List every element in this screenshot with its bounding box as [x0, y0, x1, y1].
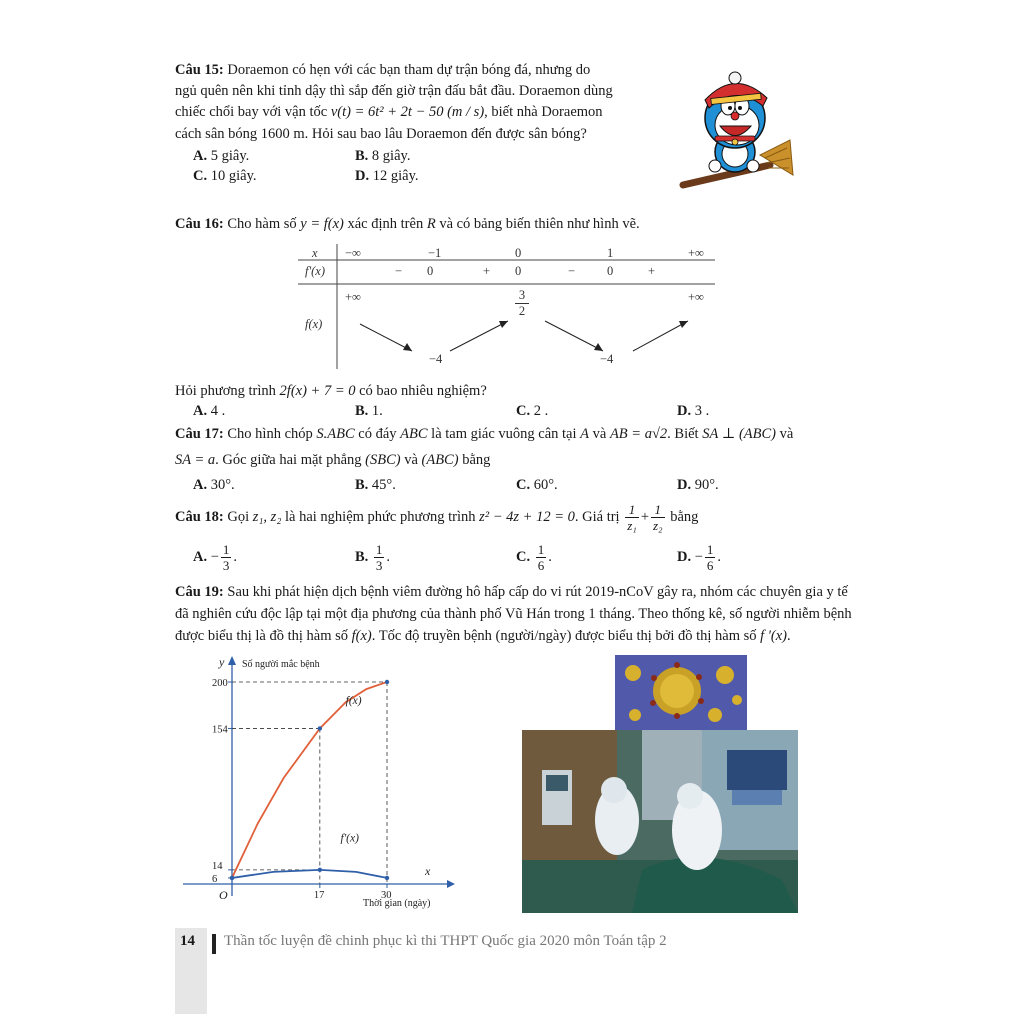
- q15-option-c: C. 10 giây.: [193, 168, 257, 184]
- q18-frac-1: $\frac{1}{\text{z₁}}$: [627, 502, 637, 534]
- q17-line-1: Câu 17: Cho hình chóp S.ABC có đáy ABC là tam giác vuông cân tại A và AB = a√2. Biết SA ⊥ (ABC) và: [175, 426, 794, 442]
- table-fp-zero-3: 0: [607, 264, 614, 278]
- table-f-label: f(x): [305, 317, 323, 331]
- table-f-top-right: +∞: [688, 290, 704, 304]
- point-fp-17: [318, 868, 322, 872]
- table-f-min-right: −4: [600, 352, 614, 366]
- q18-option-a: A. − $\frac{1}{3}$ .: [193, 542, 238, 574]
- footer-title: Thần tốc luyện đề chinh phục kì thi THPT Quốc gia 2020 môn Toán tập 2: [224, 933, 667, 949]
- q16-option-b: B. 1.: [355, 403, 383, 419]
- q19-line-1: Câu 19: Sau khi phát hiện dịch bệnh viêm đường hô hấp cấp do vi rút 2019-nCoV gây ra, nhóm các chuyên gia y tế: [175, 584, 848, 600]
- table-x-one: 1: [607, 246, 614, 260]
- x-axis-arrow: [447, 880, 455, 888]
- q18-option-b: B. $\frac{1}{3}$ .: [355, 542, 391, 574]
- table-fp-zero-1: 0: [427, 264, 434, 278]
- x-axis-label: Thời gian (ngày): [363, 898, 431, 909]
- infection-chart: [175, 648, 465, 918]
- table-fp-sign-3: −: [568, 264, 576, 278]
- q18-option-d: D. − $\frac{1}{6}$ .: [677, 542, 722, 574]
- q16-option-a: A. 4 .: [193, 403, 226, 419]
- point-f-17: [318, 726, 322, 730]
- table-x-minus-one: −1: [428, 246, 442, 260]
- table-fp-sign-1: −: [395, 264, 403, 278]
- q16-line-1: Câu 16: Cho hàm số y = f(x) xác định trên R và có bảng biến thiên như hình vẽ.: [175, 216, 640, 232]
- origin-label: O: [219, 888, 228, 902]
- x-axis-name: x: [425, 864, 431, 878]
- page-number: 14: [180, 933, 195, 949]
- q17-line-2: SA = a. Góc giữa hai mặt phẳng (SBC) và (ABC) bằng: [175, 452, 491, 468]
- doraemon-illustration: [675, 70, 800, 195]
- q17-label: Câu 17:: [175, 426, 224, 442]
- y-axis-arrow: [228, 656, 236, 665]
- series-line-fprime: [232, 870, 387, 878]
- q15-line-4: cách sân bóng 1600 m. Hỏi sau bao lâu Doraemon đến được sân bóng?: [175, 126, 587, 142]
- q15-line-3: chiếc chổi bay với vận tốc v(t) = 6t² + 2t − 50 (m / s), biết nhà Doraemon: [175, 104, 603, 120]
- table-x-neg-inf: −∞: [345, 246, 361, 260]
- q17-option-b: B. 45°.: [355, 477, 396, 493]
- series-line-f: [232, 682, 387, 878]
- table-fp-sign-2: +: [483, 264, 491, 278]
- q19-line-3: được biểu thị là đồ thị hàm số f(x). Tốc độ truyền bệnh (người/ngày) được biểu thị bởi đồ thị hàm số f '(x).: [175, 628, 791, 644]
- y-axis-label: Số người mắc bệnh: [242, 659, 320, 670]
- hospital-image: [522, 730, 798, 913]
- virus-image: [615, 655, 747, 730]
- variation-table: [290, 244, 720, 374]
- q16-label: Câu 16:: [175, 216, 224, 232]
- footer-divider: [212, 934, 216, 954]
- y-tick-label-154: 154: [212, 724, 228, 736]
- q16-option-c: C. 2 .: [516, 403, 549, 419]
- q18-frac-2: $\frac{1}{\text{z₂}}$: [653, 502, 663, 534]
- y-tick-label-14: 14: [212, 860, 223, 872]
- x-tick-label-30: 30: [381, 890, 392, 901]
- q17-option-a: A. 30°.: [193, 477, 235, 493]
- q18-line-1: Câu 18: Gọi z₁, z₂ là hai nghiệm phức phương trình z² − 4z + 12 = 0. Giá trị $\frac{1}{\text{z₁}}$ + $\frac{1}{\text{z₂}}$ bằng: [175, 502, 699, 534]
- table-f-max: 3 2: [515, 288, 529, 319]
- series-label-f: f(x): [345, 695, 362, 708]
- table-f-top-left: +∞: [345, 290, 361, 304]
- table-x-zero: 0: [515, 246, 522, 260]
- q17-option-d: D. 90°.: [677, 477, 719, 493]
- q15-line-1: Câu 15: Doraemon có hẹn với các bạn tham dự trận bóng đá, nhưng do: [175, 62, 591, 78]
- series-label-fprime: f'(x): [340, 832, 359, 845]
- q15-option-d: D. 12 giây.: [355, 168, 419, 184]
- q17-option-c: C. 60°.: [516, 477, 558, 493]
- table-fp-zero-2: 0: [515, 264, 522, 278]
- q18-option-c: C. $\frac{1}{6}$ .: [516, 542, 552, 574]
- q19-line-2: đã nghiên cứu độc lập tại một địa phương của thành phố Vũ Hán trong 1 tháng. Theo thống kê, số người nhiễm bệnh: [175, 606, 852, 622]
- point-f-30: [385, 680, 389, 684]
- table-fp-sign-4: +: [648, 264, 656, 278]
- table-f-min-left: −4: [429, 352, 443, 366]
- q15-option-a: A. 5 giây.: [193, 148, 250, 164]
- x-tick-label-17: 17: [313, 890, 325, 901]
- y-axis-name: y: [219, 655, 225, 669]
- table-fp-label: f'(x): [305, 264, 326, 278]
- point-fp-30: [385, 876, 389, 880]
- q15-label: Câu 15:: [175, 62, 224, 78]
- table-x-label: x: [312, 246, 318, 260]
- y-tick-label-200: 200: [212, 678, 228, 689]
- q16-question: Hỏi phương trình 2f(x) + 7 = 0 có bao nhiêu nghiệm?: [175, 383, 487, 399]
- q15-velocity-formula: v(t) = 6t² + 2t − 50 (m / s): [330, 104, 485, 120]
- q15-line-2: ngủ quên nên khi tỉnh dậy thì sắp đến giờ trận đấu bắt đầu. Doraemon dùng: [175, 83, 613, 99]
- table-x-pos-inf: +∞: [688, 246, 704, 260]
- y-tick-label-6: 6: [212, 873, 218, 885]
- point-fp-0: [230, 876, 234, 880]
- q18-label: Câu 18:: [175, 509, 224, 525]
- q16-option-d: D. 3 .: [677, 403, 710, 419]
- q19-label: Câu 19:: [175, 584, 224, 600]
- q15-option-b: B. 8 giây.: [355, 148, 411, 164]
